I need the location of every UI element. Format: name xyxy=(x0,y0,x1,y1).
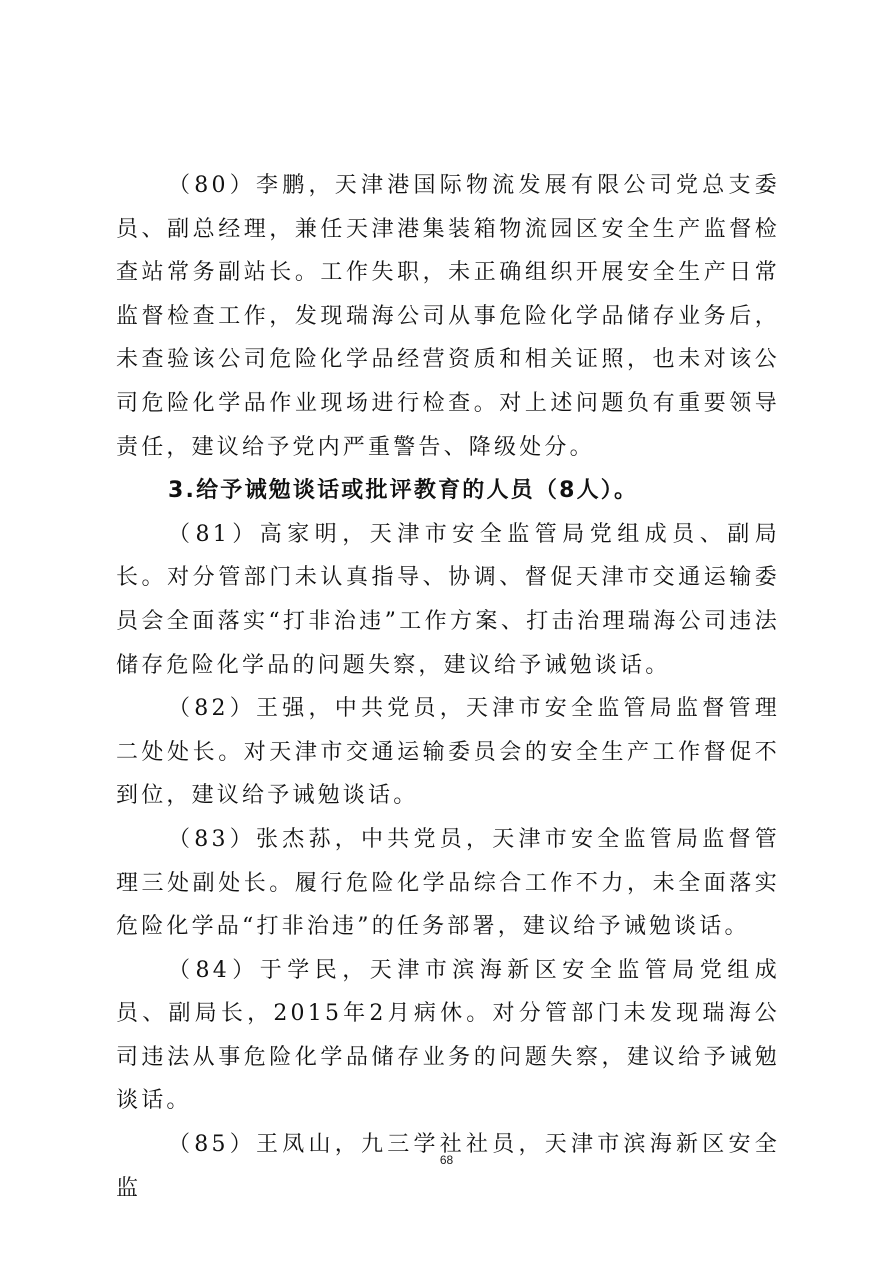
paragraph-85: （85）王凤山，九三学社社员，天津市滨海新区安全监 xyxy=(116,1132,780,1201)
paragraph-80: （80）李鹏，天津港国际物流发展有限公司党总支委员、副总经理，兼任天津港集装箱物流园区安全生产监督检查站常务副站长。工作失职，未正确组织开展安全生产日常监督检查工作，发现瑞海公司从事危险化学品储存业务后，未查验该公司危险化学品经营资质和相关证照，也未对该公司危险化学品作业现场进行检查。对上述问题负有重要领导责任，建议给予党内严重警告、降级处分。 xyxy=(116,173,780,460)
paragraph-82: （82）王强，中共党员，天津市安全监管局监督管理二处处长。对天津市交通运输委员会的安全生产工作督促不到位，建议给予诫勉谈话。 xyxy=(116,696,780,809)
section-heading: 3.给予诫勉谈话或批评教育的人员（8人）。 xyxy=(168,478,639,504)
document-body xyxy=(116,164,780,1210)
paragraph-83: （83）张杰荪，中共党员，天津市安全监管局监督管理三处副处长。履行危险化学品综合工作不力，未全面落实危险化学品“打非治违”的任务部署，建议给予诫勉谈话。 xyxy=(116,826,780,940)
paragraph-81: （81）高家明，天津市安全监管局党组成员、副局长。对分管部门未认真指导、协调、督促天津市交通运输委员会全面落实“打非治违”工作方案、打击治理瑞海公司违法储存危险化学品的问题失察，建议给予诫勉谈话。 xyxy=(116,521,780,678)
paragraph-84: （84）于学民，天津市滨海新区安全监管局党组成员、副局长，2015年2月病休。对分管部门未发现瑞海公司违法从事危险化学品储存业务的问题失察，建议给予诫勉谈话。 xyxy=(116,957,780,1114)
page-number: 68 xyxy=(439,1153,454,1167)
